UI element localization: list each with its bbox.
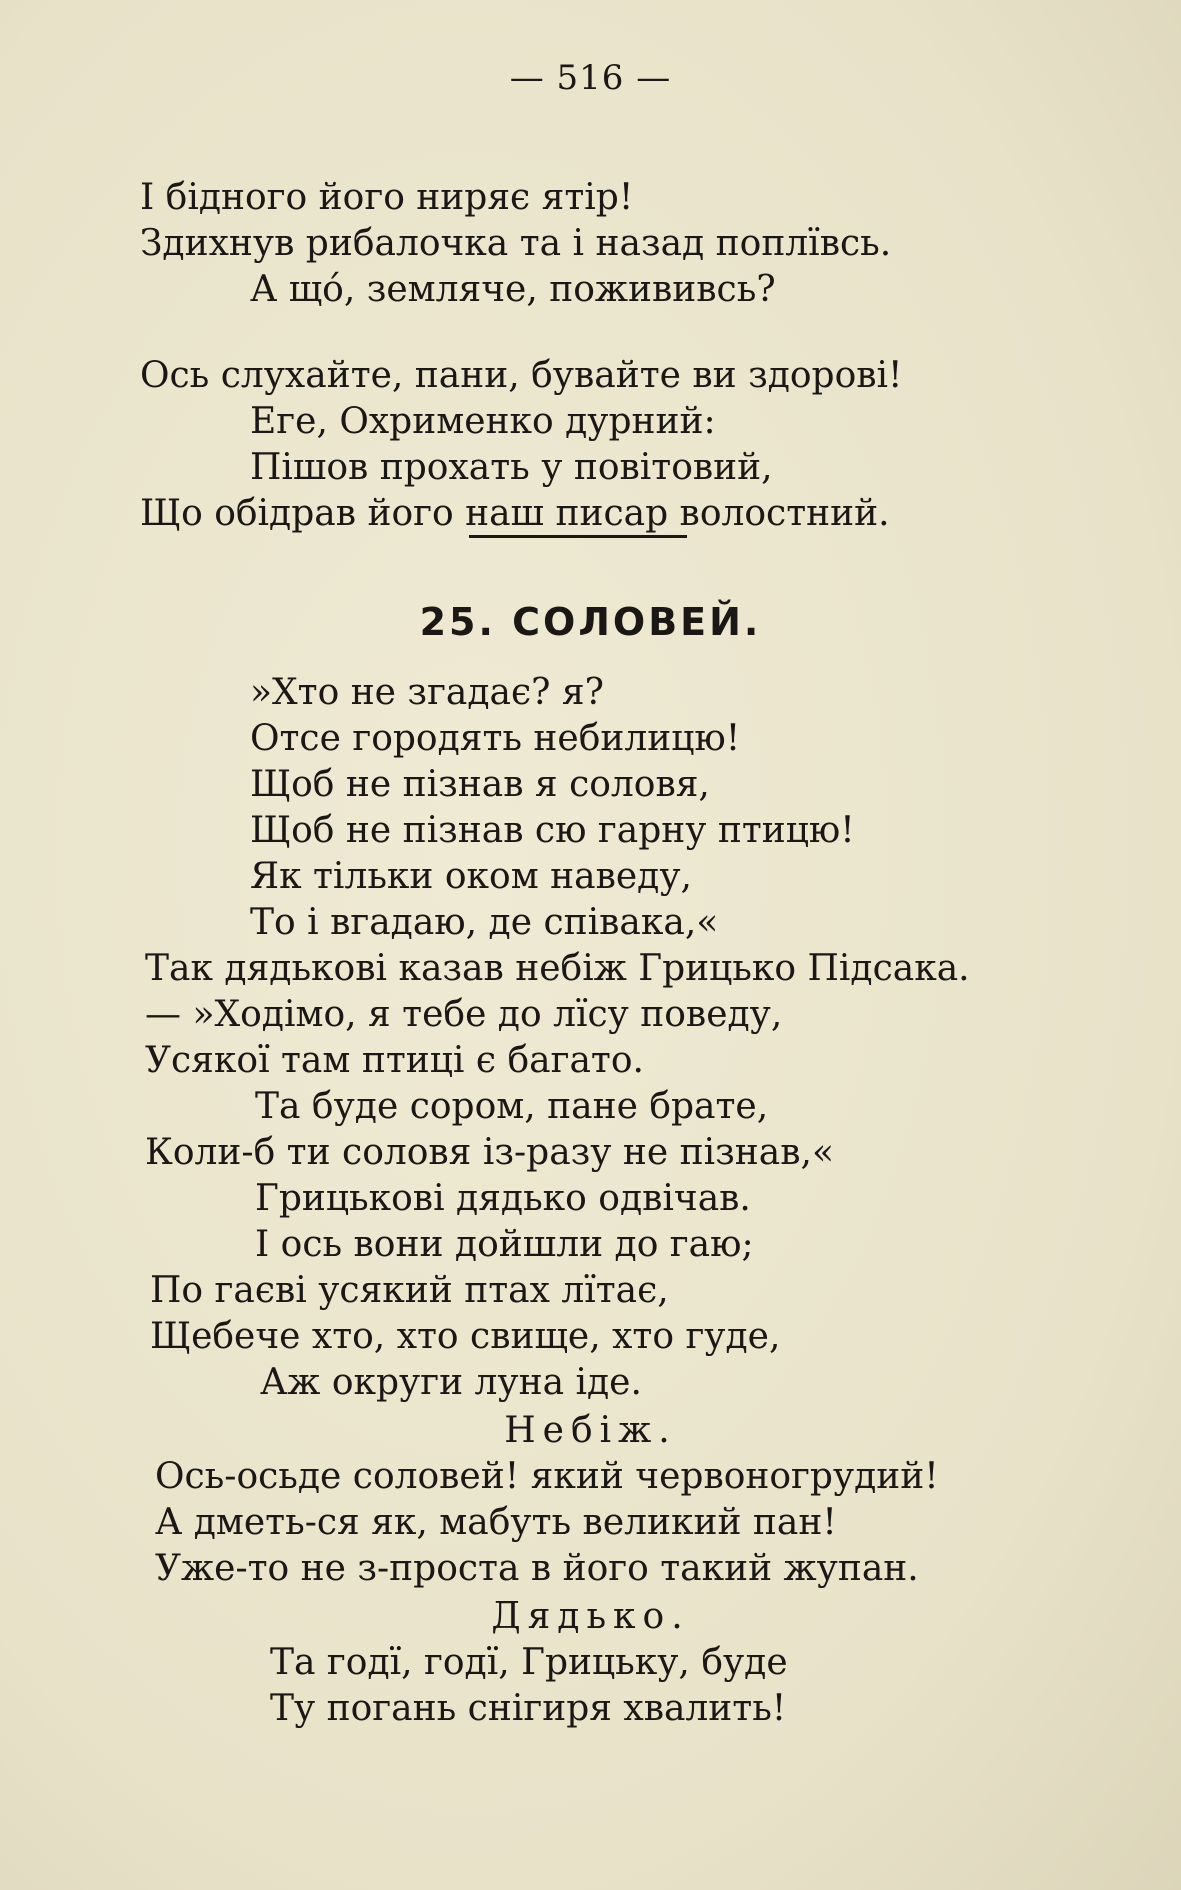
verse-line: А дметь-ся як, мабуть великий пан! [155, 1502, 837, 1543]
verse-line: »Хто не згадає? я? [250, 672, 604, 713]
verse-line: Коли-б ти соловя із-разу не пізнав,« [145, 1132, 834, 1173]
verse-line: Що обідрав його наш писар волостний. [140, 493, 890, 534]
verse-line: Щоб не пізнав сю гарну птицю! [250, 810, 855, 851]
verse-line: Та годї, годї, Грицьку, буде [270, 1642, 788, 1683]
verse-line: Ось-осьде соловей! який червоногрудий! [155, 1456, 939, 1497]
verse-line: Пішов прохать у повітовий, [250, 447, 773, 488]
verse-line: Еге, Охрименко дурний: [250, 401, 716, 442]
page-number: — 516 — [509, 58, 672, 98]
speaker-label: Дядько. [491, 1596, 690, 1637]
verse-line: Щоб не пізнав я соловя, [250, 764, 710, 805]
verse-line: Так дядькові казав небіж Грицько Підсака. [145, 948, 970, 989]
section-divider [469, 535, 687, 538]
verse-line: Як тільки оком наведу, [250, 856, 692, 897]
verse-line: І ось вони дойшли до гаю; [255, 1224, 754, 1265]
verse-line: Грицькові дядько одвічав. [255, 1178, 751, 1219]
verse-line: Та буде сором, пане брате, [255, 1086, 769, 1127]
continuation-stanza [0, 175, 1181, 537]
verse-line: І бідного його ниряє ятір! [140, 177, 634, 218]
verse-line: Аж округи луна іде. [260, 1362, 642, 1403]
poem-body [0, 670, 1181, 1732]
poem-title: 25. СОЛОВЕЙ. [419, 600, 762, 644]
verse-line: Щебече хто, хто свище, хто гуде, [150, 1316, 781, 1357]
verse-line: Отсе городять небилицю! [250, 718, 741, 759]
verse-line: — »Ходімо, я тебе до лїсу поведу, [145, 994, 783, 1035]
verse-line: По гаєві усякий птах лїтає, [150, 1270, 669, 1311]
verse-line: Уже-то не з-проста в його такий жупан. [155, 1548, 919, 1589]
verse-line: Усякої там птиці є багато. [145, 1040, 644, 1081]
verse-line: А що́, земляче, пожививсь? [250, 269, 776, 310]
speaker-label: Небіж. [504, 1410, 677, 1451]
verse-line: То і вгадаю, де співака,« [250, 902, 719, 943]
verse-line: Ту погань снігиря хвалить! [270, 1688, 787, 1729]
stanza-gap [0, 313, 1181, 353]
verse-line: Ось слухайте, пани, бувайте ви здорові! [140, 355, 903, 396]
verse-line: Здихнув рибалочка та і назад поплївсь. [140, 223, 892, 264]
